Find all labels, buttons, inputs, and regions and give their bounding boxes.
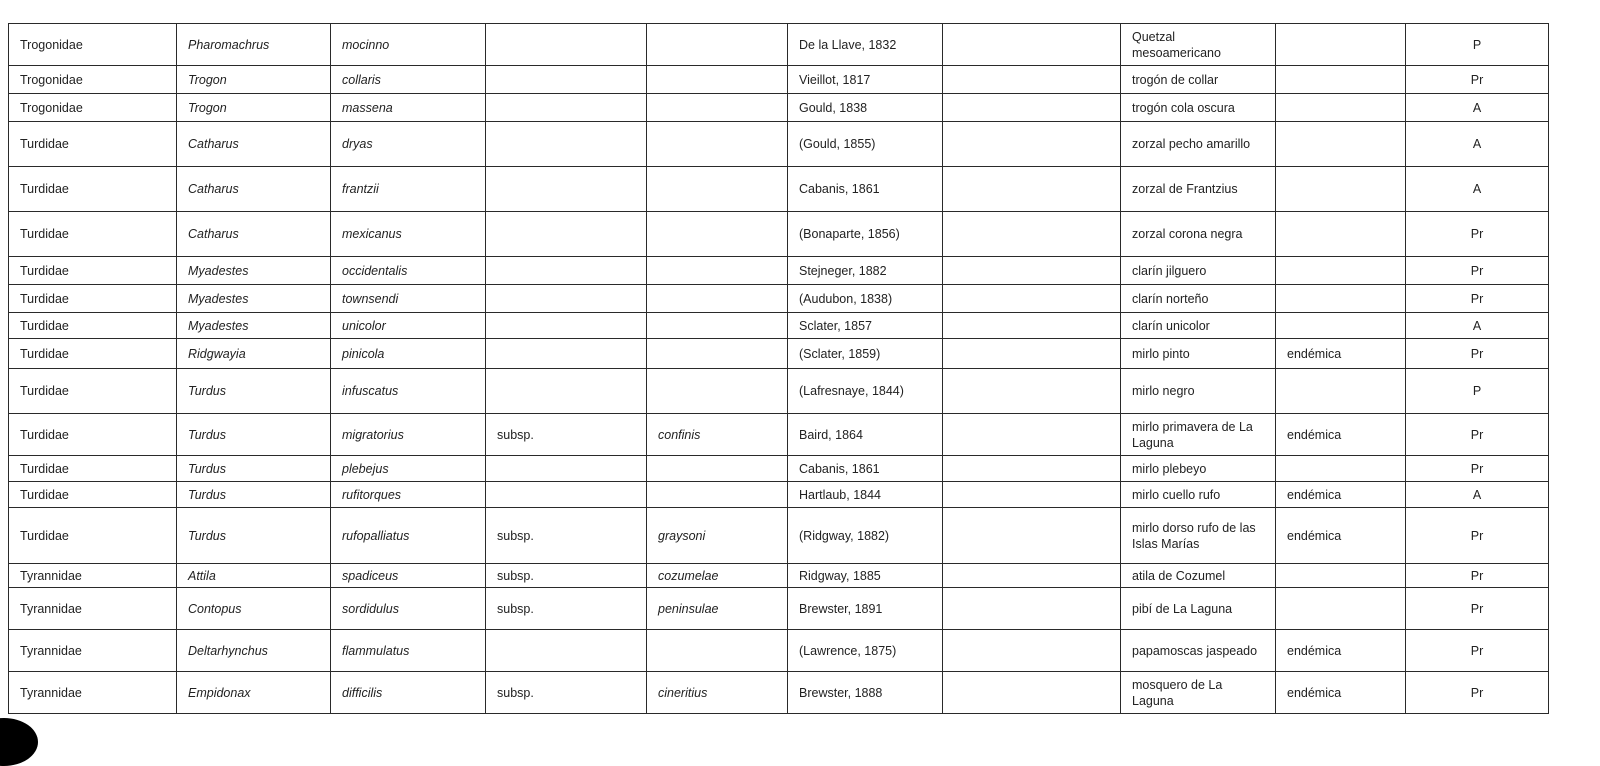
infraspecific-name-cell: cineritius bbox=[647, 672, 788, 714]
infraspecific-name-cell bbox=[647, 369, 788, 414]
infraspecific-category-cell bbox=[486, 94, 647, 122]
species-cell: sordidulus bbox=[331, 588, 486, 630]
family-cell: Turdidae bbox=[9, 257, 177, 285]
table-row bbox=[9, 122, 1549, 167]
risk-category-cell: Pr bbox=[1406, 285, 1549, 313]
family-cell: Tyrannidae bbox=[9, 630, 177, 672]
infraspecific-name-cell bbox=[647, 122, 788, 167]
infraspecific-name-cell bbox=[647, 285, 788, 313]
common-name-cell: zorzal de Frantzius bbox=[1121, 167, 1276, 212]
genus-cell: Catharus bbox=[177, 212, 331, 257]
genus-cell: Myadestes bbox=[177, 285, 331, 313]
species-table-container bbox=[8, 23, 1549, 714]
author-cell: Stejneger, 1882 bbox=[788, 257, 943, 285]
author-cell: Cabanis, 1861 bbox=[788, 167, 943, 212]
common-name-cell: atila de Cozumel bbox=[1121, 564, 1276, 588]
family-cell: Tyrannidae bbox=[9, 588, 177, 630]
author-cell: Hartlaub, 1844 bbox=[788, 482, 943, 508]
genus-cell: Trogon bbox=[177, 94, 331, 122]
genus-cell: Myadestes bbox=[177, 257, 331, 285]
genus-cell: Trogon bbox=[177, 66, 331, 94]
infraspecific-category-cell bbox=[486, 285, 647, 313]
risk-category-cell: Pr bbox=[1406, 588, 1549, 630]
common-name-cell: mirlo plebeyo bbox=[1121, 456, 1276, 482]
infraspecific-name-cell bbox=[647, 66, 788, 94]
infraspecific-name-cell bbox=[647, 313, 788, 339]
table-row bbox=[9, 456, 1549, 482]
family-cell: Trogonidae bbox=[9, 66, 177, 94]
author-cell: De la Llave, 1832 bbox=[788, 24, 943, 66]
species-cell: unicolor bbox=[331, 313, 486, 339]
synonym-cell bbox=[943, 369, 1121, 414]
common-name-cell: mirlo primavera de La Laguna bbox=[1121, 414, 1276, 456]
synonym-cell bbox=[943, 588, 1121, 630]
infraspecific-category-cell bbox=[486, 630, 647, 672]
common-name-cell: mirlo pinto bbox=[1121, 339, 1276, 369]
species-cell: rufopalliatus bbox=[331, 508, 486, 564]
family-cell: Turdidae bbox=[9, 285, 177, 313]
genus-cell: Turdus bbox=[177, 456, 331, 482]
infraspecific-name-cell bbox=[647, 456, 788, 482]
family-cell: Turdidae bbox=[9, 122, 177, 167]
synonym-cell bbox=[943, 456, 1121, 482]
common-name-cell: papamoscas jaspeado bbox=[1121, 630, 1276, 672]
infraspecific-category-cell bbox=[486, 122, 647, 167]
synonym-cell bbox=[943, 94, 1121, 122]
common-name-cell: mirlo negro bbox=[1121, 369, 1276, 414]
distribution-cell: endémica bbox=[1276, 508, 1406, 564]
family-cell: Trogonidae bbox=[9, 24, 177, 66]
risk-category-cell: A bbox=[1406, 313, 1549, 339]
author-cell: Ridgway, 1885 bbox=[788, 564, 943, 588]
author-cell: Gould, 1838 bbox=[788, 94, 943, 122]
species-cell: migratorius bbox=[331, 414, 486, 456]
genus-cell: Turdus bbox=[177, 414, 331, 456]
table-row bbox=[9, 339, 1549, 369]
table-row bbox=[9, 313, 1549, 339]
risk-category-cell: A bbox=[1406, 122, 1549, 167]
synonym-cell bbox=[943, 414, 1121, 456]
genus-cell: Myadestes bbox=[177, 313, 331, 339]
table-row bbox=[9, 588, 1549, 630]
species-table bbox=[8, 23, 1549, 714]
species-cell: dryas bbox=[331, 122, 486, 167]
infraspecific-category-cell: subsp. bbox=[486, 672, 647, 714]
table-row bbox=[9, 564, 1549, 588]
genus-cell: Deltarhynchus bbox=[177, 630, 331, 672]
distribution-cell bbox=[1276, 564, 1406, 588]
distribution-cell bbox=[1276, 588, 1406, 630]
table-row bbox=[9, 257, 1549, 285]
risk-category-cell: Pr bbox=[1406, 339, 1549, 369]
risk-category-cell: P bbox=[1406, 24, 1549, 66]
family-cell: Turdidae bbox=[9, 508, 177, 564]
author-cell: Vieillot, 1817 bbox=[788, 66, 943, 94]
risk-category-cell: Pr bbox=[1406, 456, 1549, 482]
infraspecific-name-cell bbox=[647, 167, 788, 212]
family-cell: Tyrannidae bbox=[9, 564, 177, 588]
distribution-cell: endémica bbox=[1276, 414, 1406, 456]
risk-category-cell: Pr bbox=[1406, 257, 1549, 285]
risk-category-cell: Pr bbox=[1406, 212, 1549, 257]
infraspecific-name-cell: peninsulae bbox=[647, 588, 788, 630]
distribution-cell bbox=[1276, 66, 1406, 94]
family-cell: Turdidae bbox=[9, 456, 177, 482]
table-row bbox=[9, 414, 1549, 456]
common-name-cell: mirlo dorso rufo de las Islas Marías bbox=[1121, 508, 1276, 564]
species-table-body bbox=[9, 24, 1549, 714]
species-cell: occidentalis bbox=[331, 257, 486, 285]
risk-category-cell: Pr bbox=[1406, 630, 1549, 672]
table-row bbox=[9, 167, 1549, 212]
species-cell: flammulatus bbox=[331, 630, 486, 672]
synonym-cell bbox=[943, 564, 1121, 588]
species-cell: massena bbox=[331, 94, 486, 122]
distribution-cell: endémica bbox=[1276, 482, 1406, 508]
family-cell: Trogonidae bbox=[9, 94, 177, 122]
synonym-cell bbox=[943, 630, 1121, 672]
common-name-cell: trogón cola oscura bbox=[1121, 94, 1276, 122]
screen-corner-shadow bbox=[0, 718, 38, 766]
family-cell: Turdidae bbox=[9, 167, 177, 212]
author-cell: Brewster, 1888 bbox=[788, 672, 943, 714]
risk-category-cell: A bbox=[1406, 167, 1549, 212]
table-row bbox=[9, 66, 1549, 94]
common-name-cell: zorzal corona negra bbox=[1121, 212, 1276, 257]
distribution-cell: endémica bbox=[1276, 339, 1406, 369]
synonym-cell bbox=[943, 212, 1121, 257]
synonym-cell bbox=[943, 672, 1121, 714]
risk-category-cell: Pr bbox=[1406, 508, 1549, 564]
family-cell: Turdidae bbox=[9, 482, 177, 508]
infraspecific-name-cell bbox=[647, 257, 788, 285]
distribution-cell bbox=[1276, 24, 1406, 66]
infraspecific-name-cell: cozumelae bbox=[647, 564, 788, 588]
infraspecific-category-cell bbox=[486, 339, 647, 369]
species-cell: difficilis bbox=[331, 672, 486, 714]
distribution-cell bbox=[1276, 257, 1406, 285]
infraspecific-name-cell bbox=[647, 339, 788, 369]
common-name-cell: Quetzal mesoamericano bbox=[1121, 24, 1276, 66]
genus-cell: Turdus bbox=[177, 508, 331, 564]
author-cell: Baird, 1864 bbox=[788, 414, 943, 456]
infraspecific-name-cell bbox=[647, 24, 788, 66]
infraspecific-category-cell bbox=[486, 24, 647, 66]
infraspecific-category-cell bbox=[486, 167, 647, 212]
family-cell: Turdidae bbox=[9, 313, 177, 339]
common-name-cell: clarín jilguero bbox=[1121, 257, 1276, 285]
synonym-cell bbox=[943, 122, 1121, 167]
common-name-cell: zorzal pecho amarillo bbox=[1121, 122, 1276, 167]
table-row bbox=[9, 482, 1549, 508]
infraspecific-category-cell bbox=[486, 257, 647, 285]
infraspecific-category-cell bbox=[486, 212, 647, 257]
distribution-cell bbox=[1276, 285, 1406, 313]
table-row bbox=[9, 212, 1549, 257]
risk-category-cell: A bbox=[1406, 482, 1549, 508]
species-cell: mexicanus bbox=[331, 212, 486, 257]
infraspecific-name-cell: confinis bbox=[647, 414, 788, 456]
genus-cell: Turdus bbox=[177, 482, 331, 508]
table-row bbox=[9, 94, 1549, 122]
family-cell: Turdidae bbox=[9, 339, 177, 369]
common-name-cell: trogón de collar bbox=[1121, 66, 1276, 94]
genus-cell: Catharus bbox=[177, 122, 331, 167]
synonym-cell bbox=[943, 508, 1121, 564]
species-cell: pinicola bbox=[331, 339, 486, 369]
species-cell: rufitorques bbox=[331, 482, 486, 508]
family-cell: Turdidae bbox=[9, 369, 177, 414]
species-cell: collaris bbox=[331, 66, 486, 94]
risk-category-cell: Pr bbox=[1406, 672, 1549, 714]
genus-cell: Catharus bbox=[177, 167, 331, 212]
common-name-cell: mosquero de La Laguna bbox=[1121, 672, 1276, 714]
infraspecific-category-cell bbox=[486, 313, 647, 339]
risk-category-cell: Pr bbox=[1406, 414, 1549, 456]
table-row bbox=[9, 24, 1549, 66]
distribution-cell bbox=[1276, 94, 1406, 122]
distribution-cell: endémica bbox=[1276, 630, 1406, 672]
author-cell: (Ridgway, 1882) bbox=[788, 508, 943, 564]
species-cell: spadiceus bbox=[331, 564, 486, 588]
author-cell: (Gould, 1855) bbox=[788, 122, 943, 167]
infraspecific-name-cell bbox=[647, 482, 788, 508]
genus-cell: Contopus bbox=[177, 588, 331, 630]
author-cell: (Lawrence, 1875) bbox=[788, 630, 943, 672]
synonym-cell bbox=[943, 339, 1121, 369]
author-cell: (Lafresnaye, 1844) bbox=[788, 369, 943, 414]
table-row bbox=[9, 369, 1549, 414]
common-name-cell: pibí de La Laguna bbox=[1121, 588, 1276, 630]
species-cell: mocinno bbox=[331, 24, 486, 66]
common-name-cell: mirlo cuello rufo bbox=[1121, 482, 1276, 508]
table-row bbox=[9, 630, 1549, 672]
infraspecific-category-cell bbox=[486, 369, 647, 414]
synonym-cell bbox=[943, 167, 1121, 212]
family-cell: Turdidae bbox=[9, 212, 177, 257]
infraspecific-name-cell bbox=[647, 630, 788, 672]
distribution-cell bbox=[1276, 167, 1406, 212]
risk-category-cell: P bbox=[1406, 369, 1549, 414]
author-cell: (Bonaparte, 1856) bbox=[788, 212, 943, 257]
distribution-cell bbox=[1276, 313, 1406, 339]
genus-cell: Pharomachrus bbox=[177, 24, 331, 66]
risk-category-cell: A bbox=[1406, 94, 1549, 122]
genus-cell: Turdus bbox=[177, 369, 331, 414]
family-cell: Turdidae bbox=[9, 414, 177, 456]
infraspecific-category-cell bbox=[486, 66, 647, 94]
genus-cell: Empidonax bbox=[177, 672, 331, 714]
author-cell: Brewster, 1891 bbox=[788, 588, 943, 630]
genus-cell: Attila bbox=[177, 564, 331, 588]
table-row bbox=[9, 508, 1549, 564]
infraspecific-name-cell: graysoni bbox=[647, 508, 788, 564]
distribution-cell bbox=[1276, 369, 1406, 414]
risk-category-cell: Pr bbox=[1406, 66, 1549, 94]
synonym-cell bbox=[943, 24, 1121, 66]
synonym-cell bbox=[943, 257, 1121, 285]
species-cell: plebejus bbox=[331, 456, 486, 482]
family-cell: Tyrannidae bbox=[9, 672, 177, 714]
species-cell: townsendi bbox=[331, 285, 486, 313]
author-cell: (Sclater, 1859) bbox=[788, 339, 943, 369]
table-row bbox=[9, 672, 1549, 714]
infraspecific-category-cell: subsp. bbox=[486, 588, 647, 630]
infraspecific-name-cell bbox=[647, 212, 788, 257]
author-cell: Sclater, 1857 bbox=[788, 313, 943, 339]
author-cell: (Audubon, 1838) bbox=[788, 285, 943, 313]
infraspecific-category-cell: subsp. bbox=[486, 564, 647, 588]
synonym-cell bbox=[943, 285, 1121, 313]
risk-category-cell: Pr bbox=[1406, 564, 1549, 588]
synonym-cell bbox=[943, 313, 1121, 339]
infraspecific-category-cell: subsp. bbox=[486, 508, 647, 564]
synonym-cell bbox=[943, 66, 1121, 94]
species-cell: frantzii bbox=[331, 167, 486, 212]
distribution-cell: endémica bbox=[1276, 672, 1406, 714]
distribution-cell bbox=[1276, 122, 1406, 167]
distribution-cell bbox=[1276, 212, 1406, 257]
common-name-cell: clarín unicolor bbox=[1121, 313, 1276, 339]
genus-cell: Ridgwayia bbox=[177, 339, 331, 369]
infraspecific-category-cell: subsp. bbox=[486, 414, 647, 456]
infraspecific-category-cell bbox=[486, 456, 647, 482]
synonym-cell bbox=[943, 482, 1121, 508]
author-cell: Cabanis, 1861 bbox=[788, 456, 943, 482]
infraspecific-name-cell bbox=[647, 94, 788, 122]
table-row bbox=[9, 285, 1549, 313]
distribution-cell bbox=[1276, 456, 1406, 482]
species-cell: infuscatus bbox=[331, 369, 486, 414]
infraspecific-category-cell bbox=[486, 482, 647, 508]
common-name-cell: clarín norteño bbox=[1121, 285, 1276, 313]
